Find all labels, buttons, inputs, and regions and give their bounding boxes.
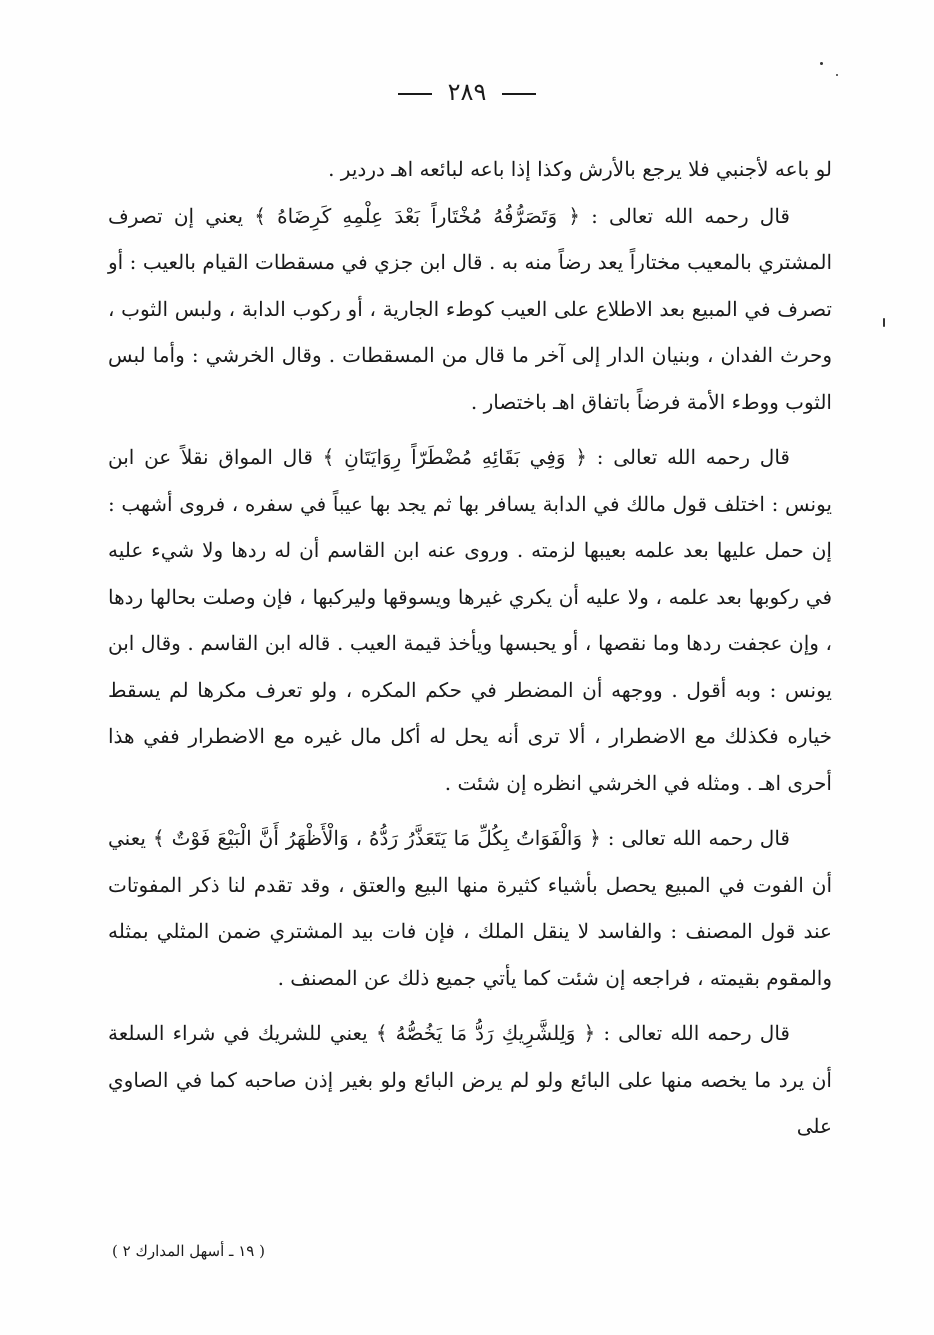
scan-speck <box>836 74 838 76</box>
paragraph-continuation: لو باعه لأجنبي فلا يرجع بالأرش وكذا إذا باعه لبائعه اهـ دردير . <box>328 157 832 181</box>
scan-speck <box>883 318 885 327</box>
header-dash-left <box>398 93 432 95</box>
signature-footnote: ( ١٩ ـ أسهل المدارك ٢ ) <box>112 1242 265 1260</box>
page-body <box>108 146 832 1150</box>
scan-speck <box>820 62 823 65</box>
paragraph-tasarruf: قال رحمه الله تعالى : ﴿ وَتَصَرُّفُهُ مُخْتَاراً بَعْدَ عِلْمِهِ كَرِضَاهُ ﴾ يعني إن تصرف المشتري بالمعيب مختاراً يعد رضاً منه به . قال ابن جزي في مسقطات القيام بالعيب : أو تصرف في المبيع بعد الاطلاع على العيب كوطء الجارية ، أو ركوب الدابة ، ولبس الثوب ، وحرث الفدان ، وبنيان الدار إلى آخر ما قال من المسقطات . وقال الخرشي : وأما لبس الثوب ووطء الأمة فرضاً باتفاق اهـ باختصار . <box>108 203 832 414</box>
header-dash-right <box>502 93 536 95</box>
page-header <box>0 78 934 106</box>
paragraph-fawat: قال رحمه الله تعالى : ﴿ وَالْفَوَاتُ بِكُلِّ مَا يَتَعَذَّرُ رَدُّهُ ، وَالْأَظْهَرُ أَنَّ الْبَيْعَ فَوْتٌ ﴾ يعني أن الفوت في المبيع يحصل بأشياء كثيرة منها البيع والعتق ، وقد تقدم لنا ذكر المفوتات عند قول المصنف : والفاسد لا ينقل الملك ، فإن فات بيد المشتري ضمن المثلي بمثله والمقوم بقيمته ، فراجعه إن شئت كما يأتي جميع ذلك عن المصنف . <box>108 826 832 990</box>
paragraph-sharik: قال رحمه الله تعالى : ﴿ وَلِلشَّرِيكِ رَدُّ مَا يَخُصُّهُ ﴾ يعني للشريك في شراء السلعة أن يرد ما يخصه منها على البائع ولو لم يرض البائع ولو بغير إذن صاحبه كما في الصاوي على <box>108 1021 832 1138</box>
page-number: ٢٨٩ <box>447 78 487 106</box>
paragraph-mudtarr: قال رحمه الله تعالى : ﴿ وَفِي بَقَائِهِ مُضْطَرّاً رِوَايَتَانِ ﴾ قال المواق نقلاً عن ابن يونس : اختلف قول مالك في الدابة يسافر بها ثم يجد بها عيباً في سفره ، فروى أشهب : إن حمل عليها بعد علمه بعيبها لزمته . وروى عنه ابن القاسم أن له ردها ولا شيء عليه في ركوبها بعد علمه ، ولا عليه أن يكري غيرها ويسوقها وليركبها ، فإن وصلت بحالها ردها ، وإن عجفت ردها وما نقصها ، أو يحبسها ويأخذ قيمة العيب . قاله ابن القاسم . وقال ابن يونس : وبه أقول . ووجهه أن المضطر في حكم المكره ، ولو تعرف مكرها لم يسقط خياره فكذلك مع الاضطرار ، ألا ترى أنه يحل له أكل مال غيره مع الاضطرار ففي هذا أحرى اهـ . ومثله في الخرشي انظره إن شئت . <box>108 445 832 795</box>
